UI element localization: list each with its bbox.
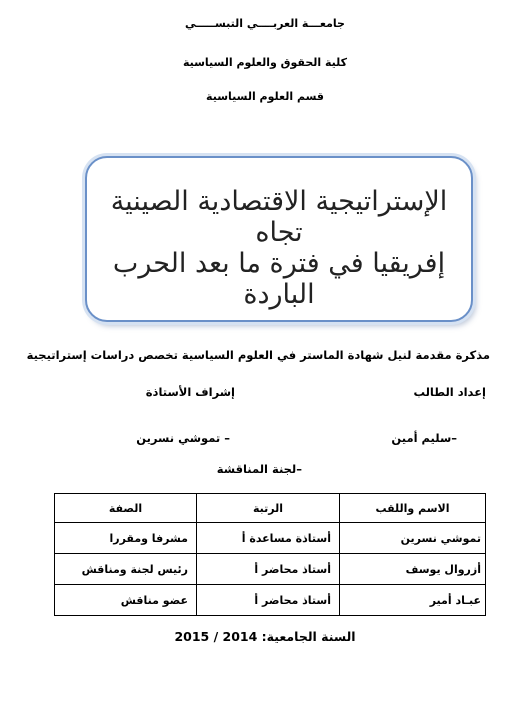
member-name: تموشي نسرين <box>340 523 486 554</box>
member-name: عبـاد أمير <box>340 585 486 616</box>
department-name: قسم العلوم السياسية <box>206 90 324 103</box>
member-name: أزروال يوسف <box>340 554 486 585</box>
student-name: –سليم أمين <box>391 431 457 445</box>
table-row <box>55 523 486 554</box>
table-row <box>55 554 486 585</box>
faculty-name: كلية الحقوق والعلوم السياسية <box>182 56 348 69</box>
university-name: جامعـــة العربــــي التبســـــي <box>185 17 345 30</box>
supervisor-name: – تموشي نسرين <box>136 431 230 445</box>
member-role: رئيس لجنة ومناقش <box>55 554 197 585</box>
member-rank: أستاذة مساعدة أ <box>197 523 340 554</box>
table-row <box>55 585 486 616</box>
committee-table <box>54 493 486 616</box>
member-rank: أستاذ محاضر أ <box>197 585 340 616</box>
prepared-by-label: إعداد الطالب <box>413 385 486 399</box>
member-role: عضو مناقش <box>55 585 197 616</box>
table-header-row <box>55 494 486 523</box>
header-name: الاسم واللقب <box>340 494 486 523</box>
header-role: الصفة <box>55 494 197 523</box>
committee-label: –لجنة المناقشة <box>216 462 302 476</box>
member-role: مشرفا ومقررا <box>55 523 197 554</box>
memo-description: مذكرة مقدمة لنيل شهادة الماستر في العلوم السياسية تخصص دراسات إستراتيجية <box>26 348 490 362</box>
title-frame <box>85 156 473 322</box>
member-rank: أستاذ محاضر أ <box>197 554 340 585</box>
supervised-by-label: إشراف الأستاذة <box>145 385 235 399</box>
academic-year: السنة الجامعية: 2014 / 2015 <box>174 629 356 644</box>
header-rank: الرتبة <box>197 494 340 523</box>
thesis-title-line-1: الإستراتيجية الاقتصادية الصينية تجاه <box>110 186 448 248</box>
thesis-title-line-2: إفريقيا في فترة ما بعد الحرب الباردة <box>112 248 446 310</box>
